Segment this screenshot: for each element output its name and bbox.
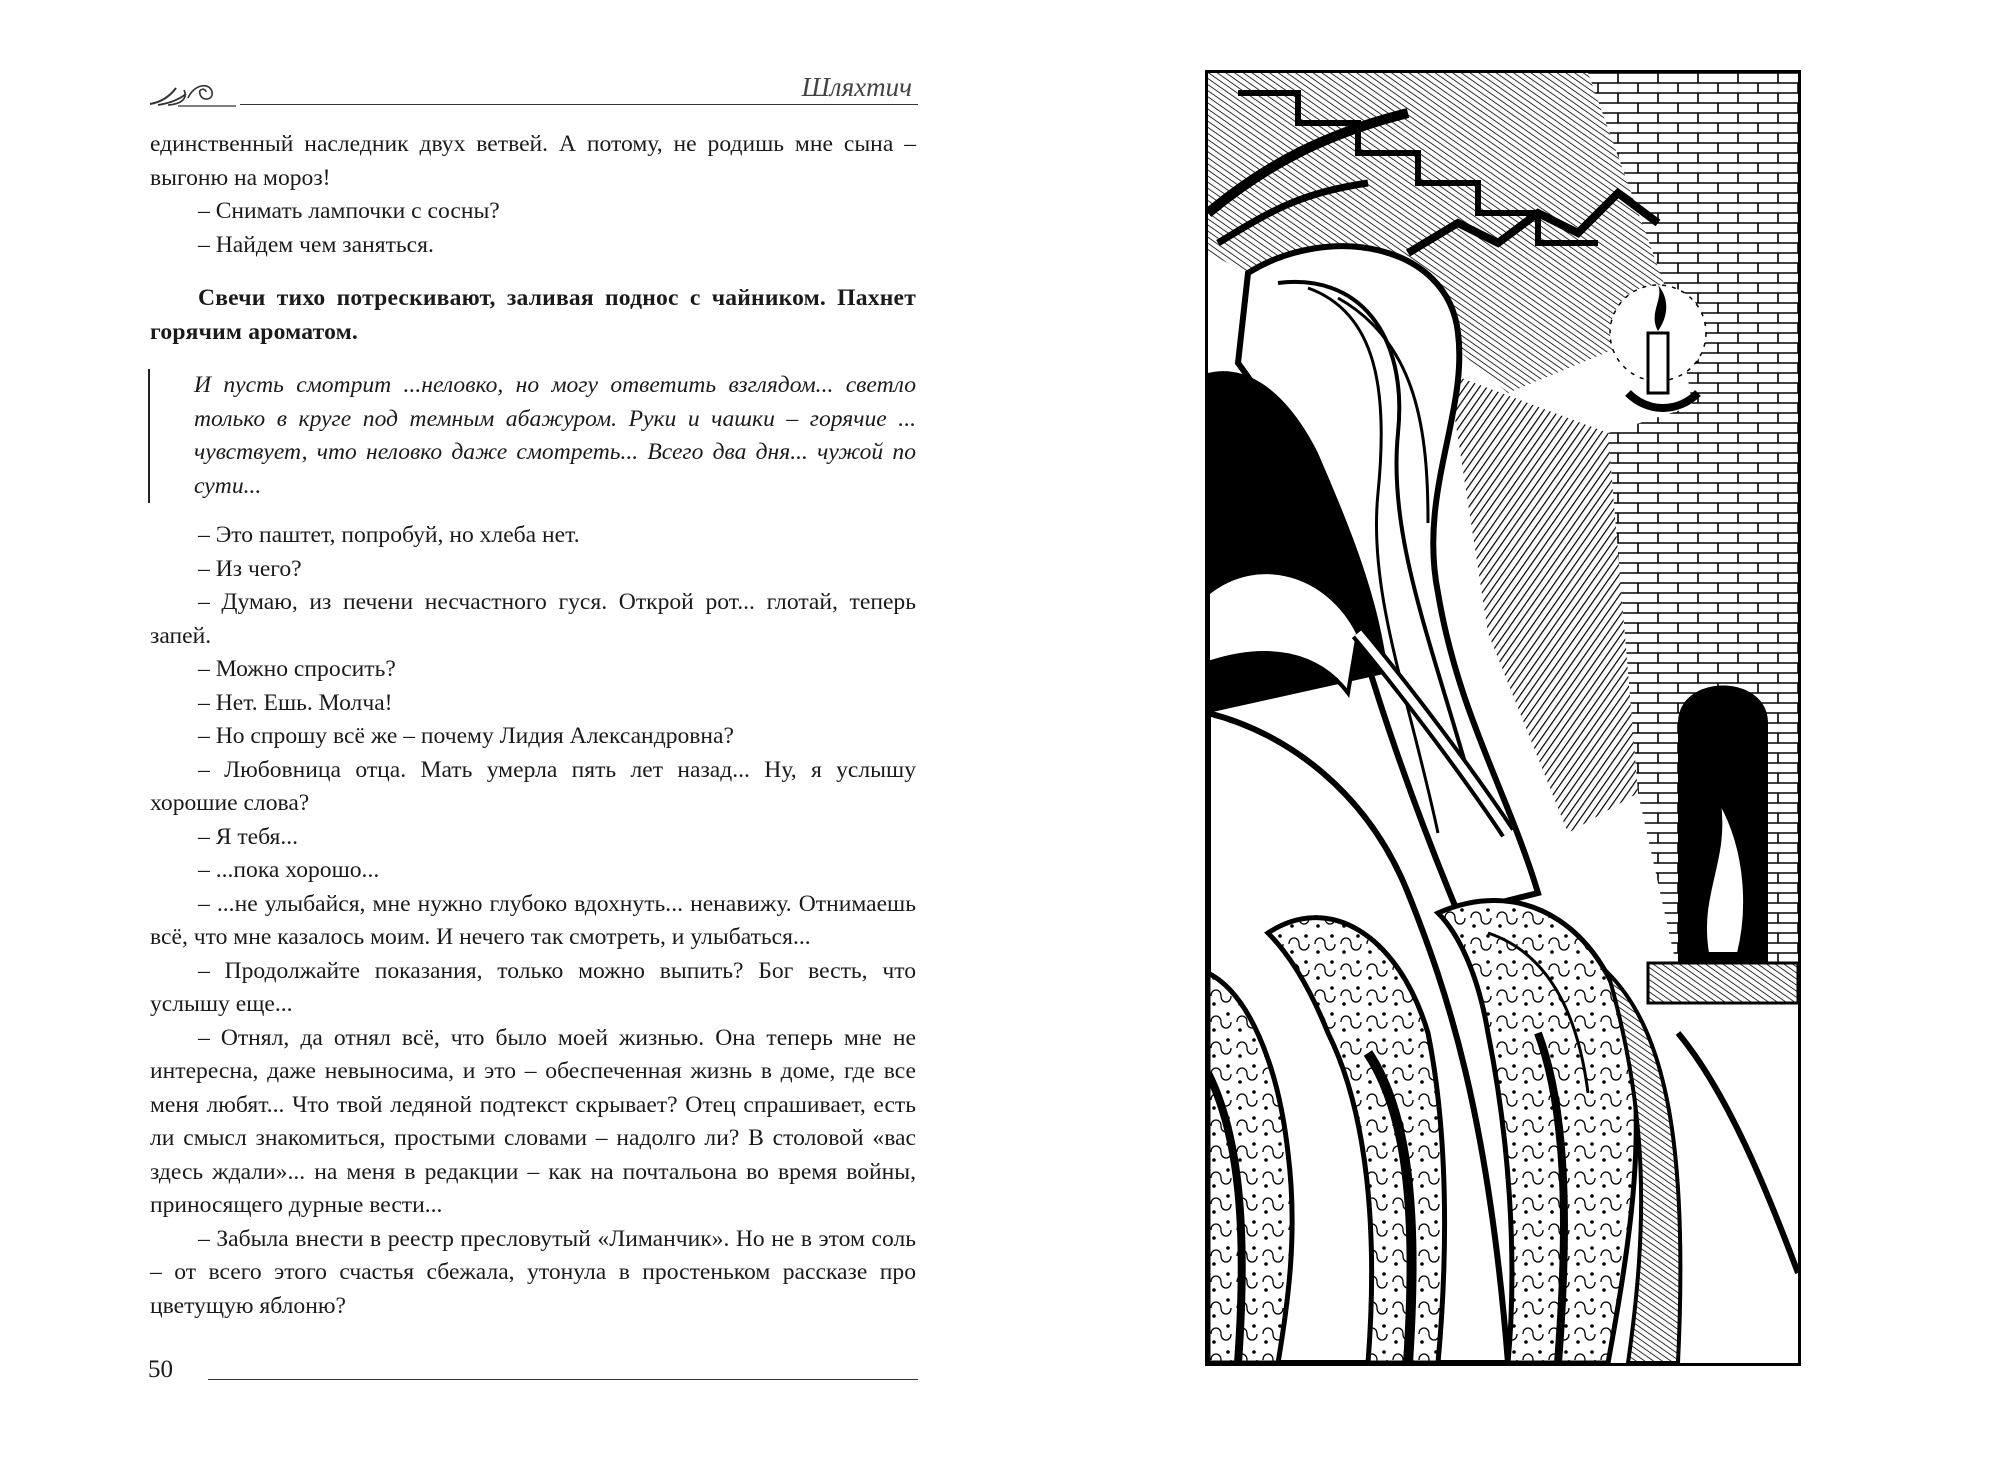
dialogue-line: – Забыла внести в реестр пресловутый «Лиманчик». Но не в этом соль – от всего этого счастья сбежала, утонула в простеньком рассказе про цветущую яблоню? [150,1225,916,1319]
dialogue-line: – Я тебя... [198,823,299,850]
dialogue-line: – Это паштет, попробуй, но хлеба нет. [198,522,580,548]
flourish-ornament-icon [148,76,238,108]
dialogue-line: – Можно спросить? [198,656,396,682]
dialogue-line: – Продолжайте показания, только можно выпить? Бог весть, что услышу еще... [150,957,916,1017]
footer-rule [208,1379,918,1380]
dialogue-line: – Снимать лампочки с сосны? [198,198,500,224]
dialogue-line: – Из чего? [198,555,302,582]
stage-direction: Свечи тихо потрескивают, заливая поднос с чайником. Пахнет горячим ароматом. [150,285,916,345]
italic-quote-block [148,369,916,503]
dialogue-line: – Но спрошу всё же – почему Лидия Александровна? [198,723,734,749]
dialogue-line: – Любовница отца. Мать умерла пять лет назад... Ну, я услышу хорошие слова? [150,756,916,816]
page-footer [148,1356,918,1396]
dialogue-line: – Отнял, да отнял всё, что было моей жизнью. Она теперь мне не интересна, даже невыносима, и это – обеспеченная жизнь в доме, где все меня любят... Что твой ледяной подтекст скрывает? Отец спрашивает, есть ли смысл знакомиться, простыми словами – надолго ли? В столовой «вас здесь ждали»... на меня в редакции – как на почтальона во время войны, приносящего дурные вести... [150,1024,916,1218]
header-rule [240,104,918,105]
running-title: Шляхтич [792,72,912,103]
dialogue-line: – ...пока хорошо... [198,857,380,883]
dialogue-line: – Найдем чем заняться. [198,231,434,258]
dialogue-line: – Нет. Ешь. Молча! [198,689,393,716]
page-number: 50 [148,1356,173,1383]
quote-text: И пусть смотрит ...неловко, но могу ответить взглядом... светло только в круге под темным абажуром. Руки и чашки – горячие ... чувствует, что неловко даже смотреть... Всего два дня... чужой по сути... [194,372,916,499]
paragraph: единственный наследник двух ветвей. А потому, не родишь мне сына – выгоню на мороз! [150,131,916,191]
ink-drawing-woman-candle-staircase-icon [1205,70,1801,1366]
dialogue-line: – Думаю, из печени несчастного гуся. Открой рот... глотай, теперь запей. [150,589,916,649]
dialogue-line: – ...не улыбайся, мне нужно глубоко вдохнуть... ненавижу. Отнимаешь всё, что мне казалось моим. И нечего так смотреть, и улыбаться... [150,890,916,950]
page-header [148,72,918,112]
page-body [150,128,916,1323]
